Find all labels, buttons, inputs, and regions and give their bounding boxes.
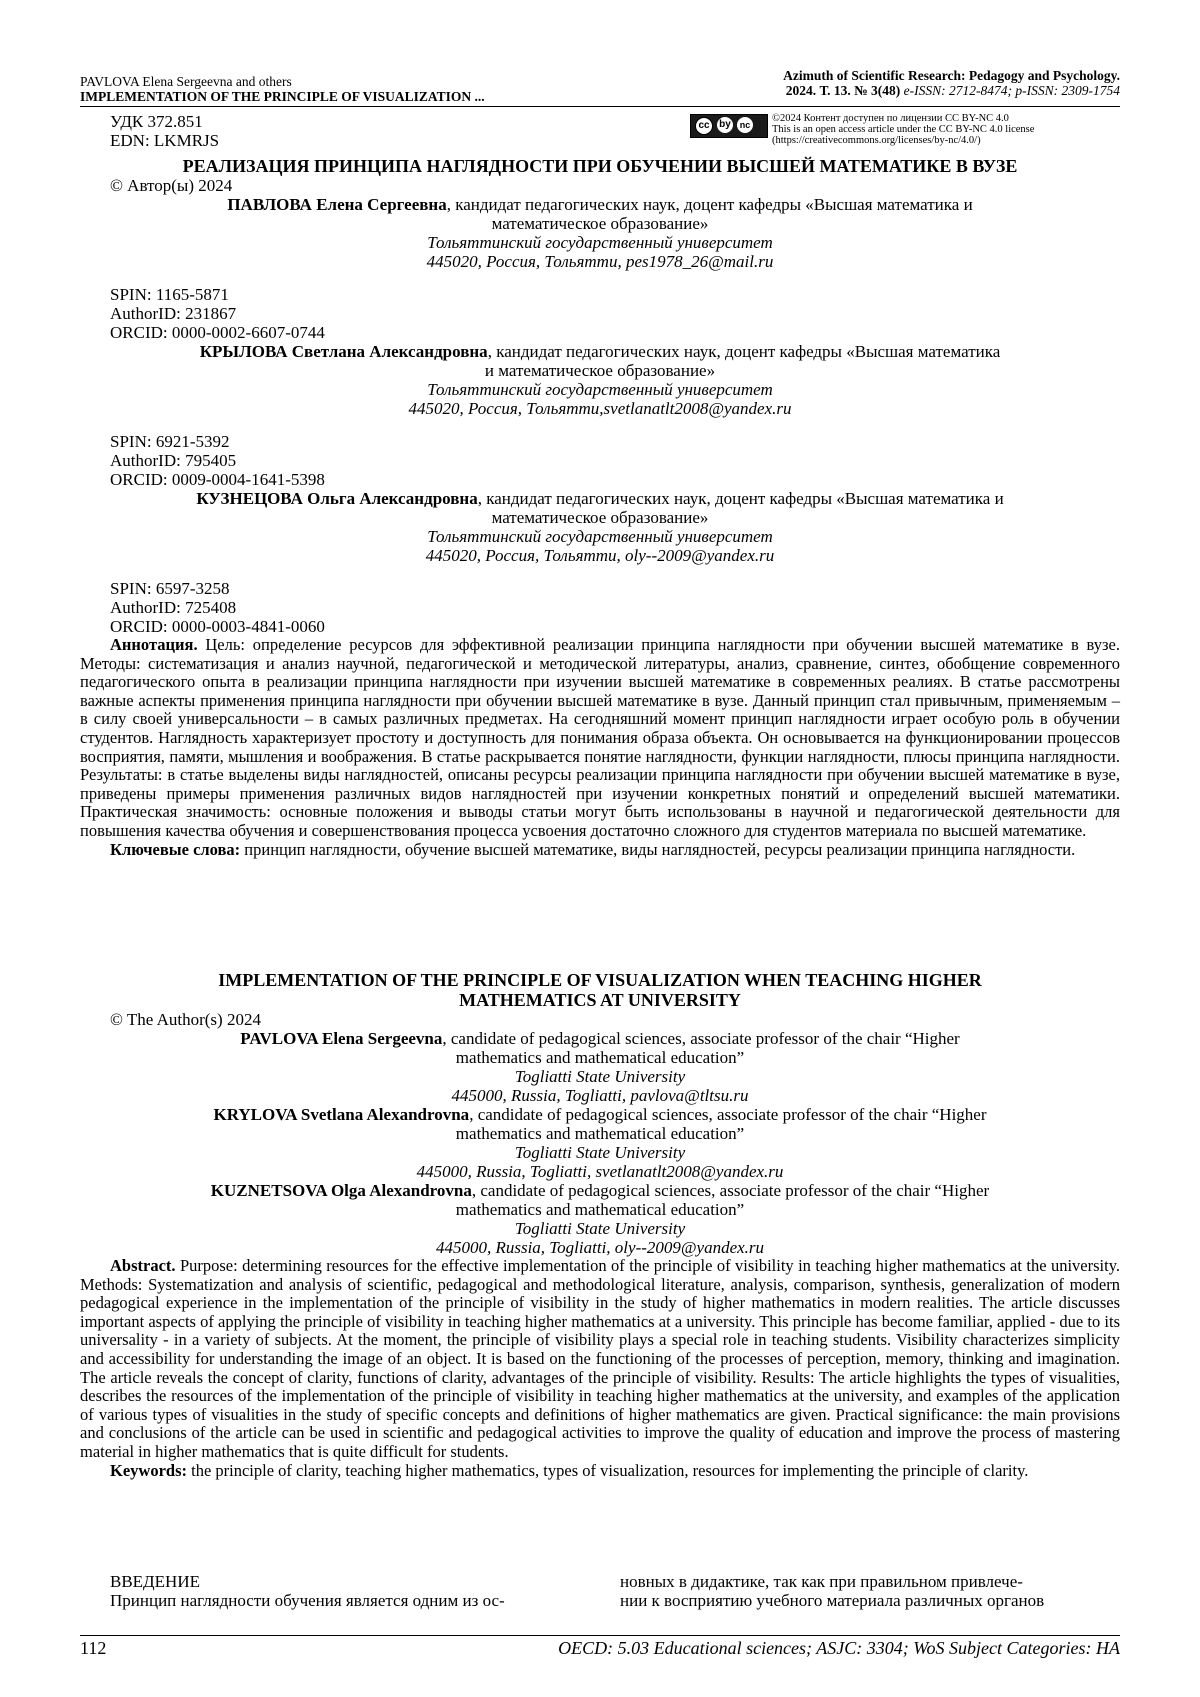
en-title-line-1: IMPLEMENTATION OF THE PRINCIPLE OF VISUALIZATION WHEN TEACHING HIGHER	[218, 970, 982, 990]
intro-text-right-2: нии к восприятию учебного материала различных органов	[620, 1591, 1045, 1610]
nc-icon: nc	[737, 117, 753, 133]
edn-code: EDN: LKMRJS	[110, 131, 220, 150]
header-authors: PAVLOVA Elena Sergeevna and others	[80, 74, 292, 89]
udk-block	[110, 112, 219, 150]
en-author-address: 445000, Russia, Togliatti, oly--2009@yandex.ru	[435, 1238, 765, 1257]
license-line-ru: ©2024 Контент доступен по лицензии CC BY-NC 4.0	[772, 113, 1009, 124]
en-author-university: Togliatti State University	[514, 1067, 686, 1086]
intro-heading: ВВЕДЕНИЕ	[110, 1572, 200, 1591]
ru-author-authorid: AuthorID: 231867	[110, 304, 237, 323]
cc-license-badge-icon[interactable]	[690, 114, 768, 138]
ru-author-desc: , кандидат педагогических наук, доцент кафедры «Высшая математика и	[446, 195, 973, 214]
page-footer	[80, 1635, 1120, 1660]
header-left	[80, 74, 485, 104]
intro-text-left: Принцип наглядности обучения является одним из ос-	[110, 1591, 505, 1610]
en-author-university: Togliatti State University	[514, 1143, 686, 1162]
en-author-desc: , candidate of pedagogical sciences, associate professor of the chair “Higher	[442, 1029, 960, 1048]
en-title-line-2: MATHEMATICS AT UNIVERSITY	[459, 990, 741, 1010]
journal-issue: 2024. Т. 13. № 3(48)	[785, 83, 901, 98]
ru-author-orcid: ORCID: 0009-0004-1641-5398	[110, 470, 325, 489]
ru-author-orcid: ORCID: 0000-0002-6607-0744	[110, 323, 325, 342]
subject-classification: OECD: 5.03 Educational sciences; ASJC: 3304; WoS Subject Categories: HA	[558, 1638, 1120, 1658]
en-author-desc-2: mathematics and mathematical education”	[455, 1124, 745, 1143]
ru-author-address: 445020, Россия, Тольятти,svetlanatlt2008@yandex.ru	[408, 399, 792, 418]
ru-author-address: 445020, Россия, Тольятти, pes1978_26@mail.ru	[426, 252, 774, 271]
running-header	[80, 66, 1120, 107]
ru-author-desc: , кандидат педагогических наук, доцент кафедры «Высшая математика	[487, 342, 1001, 361]
ru-author-2	[80, 342, 1120, 489]
ru-front-matter	[80, 176, 1120, 859]
ru-author-desc: , кандидат педагогических наук, доцент кафедры «Высшая математика и	[477, 489, 1004, 508]
en-keywords-text: the principle of clarity, teaching higher mathematics, types of visualization, resources for implementing the principle of clarity.	[187, 1460, 1029, 1480]
en-author-university: Togliatti State University	[514, 1219, 686, 1238]
en-author-name: KRYLOVA Svetlana Alexandrovna	[213, 1105, 470, 1124]
en-author-desc: , candidate of pedagogical sciences, associate professor of the chair “Higher	[469, 1105, 987, 1124]
ru-author-spin: SPIN: 6597-3258	[110, 579, 230, 598]
ru-author-address: 445020, Россия, Тольятти, oly--2009@yandex.ru	[425, 546, 775, 565]
ru-copyright: © Автор(ы) 2024	[110, 176, 233, 195]
intro-text-right-1: новных в дидактике, так как при правильном привлече-	[620, 1572, 1023, 1591]
ru-author-desc-2: и математическое образование»	[484, 361, 716, 380]
license-link[interactable]: (https://creativecommons.org/licenses/by-nc/4.0/)	[772, 135, 981, 146]
en-abstract-label: Abstract.	[110, 1256, 176, 1275]
ru-keywords-text: принцип наглядности, обучение высшей математике, виды наглядностей, ресурсы реализации принципа наглядности.	[240, 839, 1076, 859]
ru-author-3	[80, 489, 1120, 636]
ru-author-1	[80, 195, 1120, 342]
header-right	[783, 68, 1120, 98]
ru-abstract-text: Цель: определение ресурсов для эффективной реализации принципа наглядности при обучении высшей математике в вузе. Методы: систематизация и анализ научной, педагогической и методической литературы, анализ, сравнение, синтез, обобщение современного педагогического опыта в реализации принципа наглядности при изучении высшей математике в современных реалиях. В статье рассмотрены важные аспекты применения принципа наглядности при обучении высшей математике в вузе. Данный принцип стал привычным, применяемым – в силу своей универсальности – в самых различных предметах. На сегодняшний момент принцип наглядности играет особую роль в обучении студентов. Наглядность характеризует простоту и доступность для понимания образа объекта. Он основывается на функционировании процессов восприятия, памяти, мышления и воображения. В статье раскрывается понятие наглядности, функции наглядности, плюсы принципа наглядности. Результаты: в статье выделены виды наглядностей, описаны ресурсы реализации принципа наглядности при обучении высшей математике в вузе, приведены примеры применения различных видов наглядностей при изучении конкретных понятий и определений высшей математики. Практическая значимость: основные положения и выводы статьи могут быть использованы в научной и педагогической деятельности для повышения качества обучения и совершенствования процесса усвоения достаточно сложного для студентов материала по высшей математике.	[80, 635, 1120, 840]
en-author-2	[80, 1105, 1120, 1181]
en-front-matter	[80, 970, 1120, 1480]
ru-author-university: Тольяттинский государственный университет	[427, 527, 773, 546]
en-author-address: 445000, Russia, Togliatti, svetlanatlt2008@yandex.ru	[416, 1162, 784, 1181]
ru-author-name: КРЫЛОВА Светлана Александровна	[199, 342, 488, 361]
ru-author-authorid: AuthorID: 795405	[110, 451, 237, 470]
ru-author-orcid: ORCID: 0000-0003-4841-0060	[110, 617, 325, 636]
ru-keywords	[80, 841, 1120, 860]
body-column-right	[620, 1572, 1120, 1610]
ru-author-desc-2: математическое образование»	[491, 508, 709, 527]
en-author-desc: , candidate of pedagogical sciences, associate professor of the chair “Higher	[471, 1181, 990, 1200]
ru-author-name: ПАВЛОВА Елена Сергеевна	[227, 195, 447, 214]
ru-abstract-label: Аннотация.	[110, 635, 198, 654]
license-line-en: This is an open access article under the CC BY-NC 4.0 license	[772, 124, 1035, 135]
ru-author-authorid: AuthorID: 725408	[110, 598, 237, 617]
journal-issn: e-ISSN: 2712-8474; p-ISSN: 2309-1754	[903, 83, 1120, 98]
en-author-1	[80, 1029, 1120, 1105]
ru-author-spin: SPIN: 1165-5871	[110, 285, 229, 304]
en-keywords	[80, 1462, 1120, 1481]
udk-code: УДК 372.851	[110, 112, 203, 131]
ru-author-spin: SPIN: 6921-5392	[110, 432, 230, 451]
en-abstract-text: Purpose: determining resources for the effective implementation of the principle of visibility in teaching higher mathematics at the university. Methods: Systematization and analysis of scientific, pedagogical and methodological literature, analysis, comparison, synthesis, generalization of modern pedagogical experience in the implementation of the principle of visibility in the study of higher mathematics in modern realities. The article discusses important aspects of applying the principle of visibility in teaching higher mathematics at a university. This principle has become familiar, applied - due to its universality - in a variety of subjects. At the moment, the principle of visibility plays a special role in teaching students. Visibility characterizes simplicity and accessibility for understanding the image of an object. It is based on the functioning of the processes of perception, memory, thinking and imagination. The article reveals the concept of clarity, functions of clarity, advantages of the principle of visibility. Results: The article highlights the types of visualities, describes the resources of the implementation of the principle of visibility in teaching higher mathematics at the university, and examples of the application of various types of visualities in the study of specific concepts and definitions of higher mathematics are given. Practical significance: the main provisions and conclusions of the article can be used in scientific and pedagogical activities to improve the quality of education and improve the process of mastering material in higher mathematics that is quite difficult for students.	[80, 1256, 1120, 1461]
page-number: 112	[80, 1638, 107, 1658]
ru-author-name: КУЗНЕЦОВА Ольга Александровна	[196, 489, 478, 508]
ru-author-university: Тольяттинский государственный университет	[427, 233, 773, 252]
en-author-desc-2: mathematics and mathematical education”	[455, 1200, 745, 1219]
ru-author-university: Тольяттинский государственный университет	[427, 380, 773, 399]
en-author-address: 445000, Russia, Togliatti, pavlova@tltsu.ru	[451, 1086, 749, 1105]
en-copyright: © The Author(s) 2024	[110, 1010, 261, 1029]
en-author-name: KUZNETSOVA Olga Alexandrovna	[210, 1181, 472, 1200]
body-column-left	[80, 1572, 580, 1610]
by-icon: by	[717, 117, 733, 133]
cc-icon: cc	[695, 117, 713, 135]
license-text	[772, 113, 1122, 146]
journal-name: Azimuth of Scientific Research: Pedagogy and Psychology.	[783, 68, 1120, 83]
en-author-3	[80, 1181, 1120, 1257]
ru-author-desc-2: математическое образование»	[491, 214, 709, 233]
en-author-desc-2: mathematics and mathematical education”	[455, 1048, 745, 1067]
header-short-title: IMPLEMENTATION OF THE PRINCIPLE OF VISUALIZATION ...	[80, 89, 485, 104]
ru-abstract	[80, 636, 1120, 841]
en-abstract	[80, 1257, 1120, 1462]
en-keywords-label: Keywords:	[110, 1460, 187, 1480]
article-page	[80, 66, 1120, 1686]
ru-title: РЕАЛИЗАЦИЯ ПРИНЦИПА НАГЛЯДНОСТИ ПРИ ОБУЧЕНИИ ВЫСШЕЙ МАТЕМАТИКЕ В ВУЗЕ	[182, 156, 1018, 176]
ru-keywords-label: Ключевые слова:	[110, 839, 241, 859]
en-author-name: PAVLOVA Elena Sergeevna	[240, 1029, 443, 1048]
